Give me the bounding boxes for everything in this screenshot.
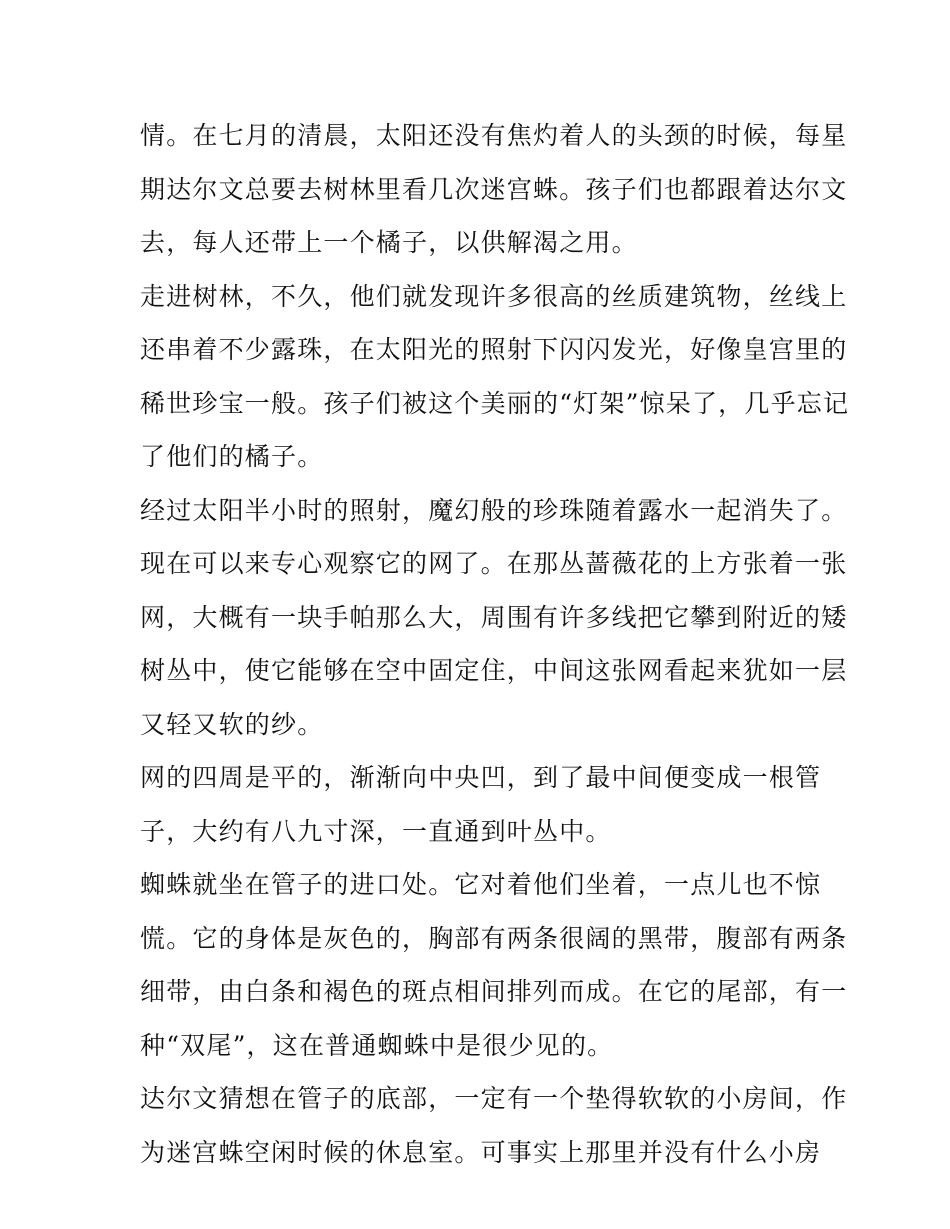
text-line: 又轻又软的纱。 bbox=[140, 709, 324, 739]
paragraph-5 bbox=[140, 751, 820, 858]
text-line: 去，每人还带上一个橘子，以供解渴之用。 bbox=[140, 228, 638, 257]
text-line: 为迷宫蛛空闲时候的休息室。可事实上那里并没有什么小房 bbox=[140, 1137, 822, 1167]
text-line: 子，大约有八九寸深，一直通到叶丛中。 bbox=[140, 816, 612, 846]
text-line: 种“双尾”，这在普通蜘蛛中是很少见的。 bbox=[140, 1030, 614, 1060]
text-line: 慌。它的身体是灰色的，胸部有两条很阔的黑带，腹部有两条 bbox=[140, 923, 848, 953]
paragraph-6 bbox=[140, 858, 848, 1072]
text-line: 走进树林，不久，他们就发现许多很高的丝质建筑物，丝线上 bbox=[140, 281, 848, 311]
paragraph-1 bbox=[140, 109, 848, 270]
paragraph-3 bbox=[140, 484, 848, 538]
paragraph-2 bbox=[140, 270, 850, 484]
text-line: 稀世珍宝一般。孩子们被这个美丽的“灯架”惊呆了，几乎忘记 bbox=[140, 388, 850, 418]
text-line: 树丛中，使它能够在空中固定住，中间这张网看起来犹如一层 bbox=[140, 656, 848, 685]
paragraph-4 bbox=[140, 537, 848, 751]
text-line: 期达尔文总要去树林里看几次迷宫蛛。孩子们也都跟着达尔文 bbox=[140, 174, 848, 204]
body-text bbox=[140, 109, 850, 1179]
text-line: 了他们的橘子。 bbox=[140, 442, 324, 471]
text-line: 经过太阳半小时的照射，魔幻般的珍珠随着露水一起消失了。 bbox=[140, 495, 848, 525]
text-line: 网的四周是平的，渐渐向中央凹，到了最中间便变成一根管 bbox=[140, 763, 822, 792]
text-line: 情。在七月的清晨，太阳还没有焦灼着人的头颈的时候，每星 bbox=[140, 121, 848, 150]
text-line: 现在可以来专心观察它的网了。在那丛蔷薇花的上方张着一张 bbox=[140, 549, 848, 578]
paragraph-7 bbox=[140, 1072, 848, 1179]
text-line: 细带，由白条和褐色的斑点相间排列而成。在它的尾部，有一 bbox=[140, 977, 848, 1006]
text-line: 还串着不少露珠，在太阳光的照射下闪闪发光，好像皇宫里的 bbox=[140, 335, 848, 364]
text-line: 蜘蛛就坐在管子的进口处。它对着他们坐着，一点儿也不惊 bbox=[140, 870, 822, 899]
text-line: 达尔文猜想在管子的底部，一定有一个垫得软软的小房间，作 bbox=[140, 1084, 848, 1113]
text-line: 网，大概有一块手帕那么大，周围有许多线把它攀到附近的矮 bbox=[140, 602, 848, 632]
